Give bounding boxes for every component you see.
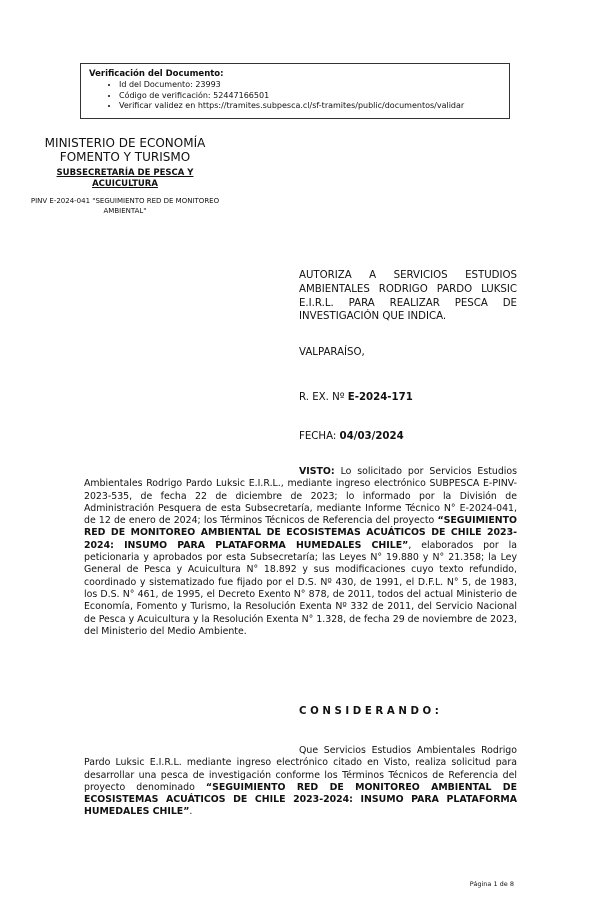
considerando-heading: CONSIDERANDO: — [299, 706, 443, 717]
verification-title: Verificación del Documento: — [89, 69, 224, 79]
resolution-city: VALPARAÍSO, — [299, 347, 365, 358]
fecha-value: 04/03/2024 — [339, 431, 404, 442]
fecha-label: FECHA: — [299, 431, 337, 442]
verification-url[interactable]: • Verificar validez en https://tramites.subpesca.cl/sf-tramites/public/documentos/validar — [119, 101, 509, 112]
pinv-reference: PINV E-2024-041 "SEGUIMIENTO RED DE MONITOREO AMBIENTAL" — [30, 197, 220, 215]
considerando-project-title: “SEGUIMIENTO RED DE MONITOREO AMBIENTAL DE ECOSISTEMAS ACUÁTICOS DE CHILE 2023-2024: INSUMO PARA PLATAFORMA HUMEDALES CHILE” — [84, 781, 517, 818]
considerando-text-1: Que Servicios Estudios Ambientales Rodrigo Pardo Luksic E.I.R.L. mediante ingreso electrónico citado en Visto, realiza solicitud para desarrollar una pesca de investigación conforme los Términos Técnicos de Referencia del proyecto denominado — [84, 745, 517, 793]
verification-code: • Código de verificación: 52447166501 — [119, 91, 509, 102]
page-number: Página 1 de 8 — [469, 880, 514, 888]
resolution-number — [299, 392, 413, 403]
ministry-line-2: FOMENTO Y TURISMO — [59, 150, 191, 164]
visto-text-1: Lo solicitado por Servicios Estudios Ambientales Rodrigo Pardo Luksic E.I.R.L., mediante ingreso electrónico SUBPESCA E-PINV-2023-535, de fecha 22 de diciembre de 2023; lo informado por la División de Administración Pesquera de esta Subsecretaría, mediante Informe Técnico N° E-2024-041, de 12 de enero de 2024; los Términos Técnicos de Referencia del proyecto — [84, 466, 517, 527]
visto-project-title: “SEGUIMIENTO RED DE MONITOREO AMBIENTAL DE ECOSISTEMAS ACUÁTICOS DE CHILE 2023-2024: INSUMO PARA PLATAFORMA HUMEDALES CHILE” — [84, 515, 517, 551]
visto-paragraph — [84, 466, 517, 638]
subsecretaria-name: SUBSECRETARÍA DE PESCA Y ACUICULTURA — [56, 168, 194, 189]
ministry-line-1: MINISTERIO DE ECONOMÍA — [44, 136, 206, 150]
verification-box — [80, 63, 510, 119]
ministry-name — [30, 136, 220, 164]
considerando-paragraph-1 — [84, 745, 517, 819]
verification-id: • Id del Documento: 23993 — [119, 80, 509, 91]
rex-label: R. EX. Nº — [299, 392, 345, 403]
visto-text-2: , elaborados por la peticionaria y aprobados por esta Subsecretaría; las Leyes N° 19.880 y N° 21.358; la Ley General de Pesca y Acuicultura N° 18.892 y sus modificaciones cuyo texto refundido, coordinado y sistematizado fue fijado por el D.S. Nº 430, de 1991, el D.F.L. N° 5, de 1983, los D.S. N° 461, de 1995, el Decreto Exento N° 878, de 2011, todos del actual Ministerio de Economía, Fomento y Turismo, la Resolución Exenta Nº 332 de 2011, del Servicio Nacional de Pesca y Acuicultura y la Resolución Exenta N° 1.328, de fecha 29 de noviembre de 2023, del Ministerio del Medio Ambiente. — [84, 539, 517, 637]
rex-number: E-2024-171 — [347, 392, 413, 403]
verification-list — [89, 80, 509, 112]
considerando-text-2: . — [189, 806, 193, 818]
visto-label: VISTO: — [299, 466, 335, 477]
resolution-date — [299, 431, 404, 442]
resolution-subject: AUTORIZA A SERVICIOS ESTUDIOS AMBIENTALES RODRIGO PARDO LUKSIC E.I.R.L. PARA REALIZAR PESCA DE INVESTIGACIÓN QUE INDICA. — [299, 270, 517, 323]
